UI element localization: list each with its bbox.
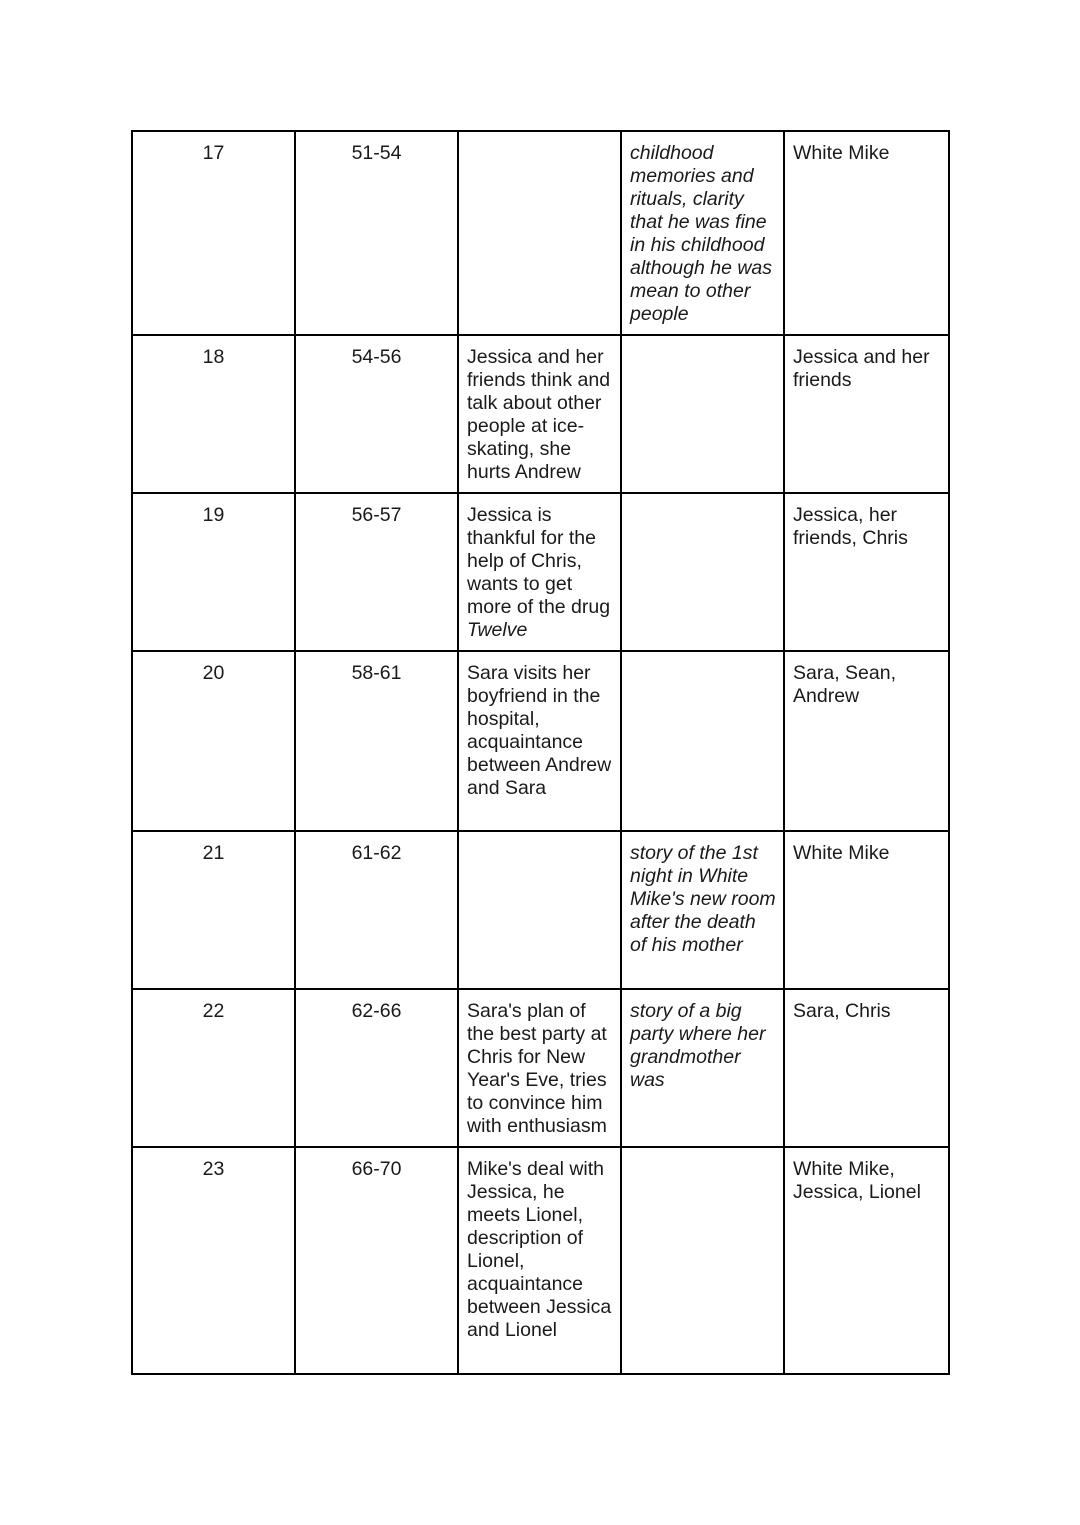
chapter-cell	[132, 1147, 295, 1374]
flashback-cell	[621, 831, 784, 989]
flashback-text: story of the 1st night in White Mike's new room after the death of his mother	[630, 842, 776, 956]
page-range: 54-56	[351, 346, 402, 368]
plot-cell	[458, 493, 621, 651]
plot-cell	[458, 989, 621, 1147]
table-row	[132, 493, 949, 651]
chapter-cell	[132, 651, 295, 831]
characters-text: Jessica, her friends, Chris	[793, 504, 908, 549]
table-row	[132, 651, 949, 831]
plot-cell	[458, 1147, 621, 1374]
characters-cell	[784, 831, 949, 989]
characters-cell	[784, 335, 949, 493]
chapter-number: 23	[202, 1158, 225, 1180]
characters-cell	[784, 989, 949, 1147]
page-range: 56-57	[351, 504, 402, 526]
page-range: 51-54	[351, 142, 402, 164]
flashback-cell	[621, 131, 784, 335]
characters-cell	[784, 651, 949, 831]
characters-text: Sara, Sean, Andrew	[793, 662, 896, 707]
chapter-cell	[132, 131, 295, 335]
flashback-cell	[621, 493, 784, 651]
plot-italic-text: Twelve	[467, 619, 528, 641]
pages-cell	[295, 335, 458, 493]
chapter-number: 18	[202, 346, 225, 368]
chapter-table-body	[132, 131, 949, 1374]
characters-text: White Mike	[793, 842, 890, 864]
plot-text: Jessica is thankful for the help of Chris, wants to get more of the drug	[467, 504, 611, 618]
characters-text: White Mike, Jessica, Lionel	[793, 1158, 921, 1203]
characters-cell	[784, 493, 949, 651]
page-range: 66-70	[351, 1158, 402, 1180]
characters-cell	[784, 131, 949, 335]
table-row	[132, 831, 949, 989]
plot-cell	[458, 831, 621, 989]
page-range: 62-66	[351, 1000, 402, 1022]
chapter-number: 22	[202, 1000, 225, 1022]
pages-cell	[295, 651, 458, 831]
chapter-cell	[132, 989, 295, 1147]
chapter-table	[131, 130, 950, 1375]
table-row	[132, 131, 949, 335]
flashback-cell	[621, 989, 784, 1147]
characters-cell	[784, 1147, 949, 1374]
characters-text: Jessica and her friends	[793, 346, 930, 391]
chapter-cell	[132, 493, 295, 651]
page-range: 58-61	[351, 662, 402, 684]
page-range: 61-62	[351, 842, 402, 864]
plot-text: Sara's plan of the best party at Chris for New Year's Eve, tries to convince him with enthusiasm	[467, 1000, 607, 1137]
pages-cell	[295, 989, 458, 1147]
plot-cell	[458, 131, 621, 335]
chapter-number: 20	[202, 662, 225, 684]
table-row	[132, 1147, 949, 1374]
pages-cell	[295, 831, 458, 989]
chapter-number: 17	[202, 142, 225, 164]
chapter-cell	[132, 831, 295, 989]
characters-text: White Mike	[793, 142, 890, 164]
pages-cell	[295, 493, 458, 651]
pages-cell	[295, 1147, 458, 1374]
flashback-text: childhood memories and rituals, clarity that he was fine in his childhood although he was mean to other people	[630, 142, 773, 325]
plot-text: Jessica and her friends think and talk about other people at ice-skating, she hurts Andrew	[467, 346, 611, 483]
flashback-cell	[621, 651, 784, 831]
plot-cell	[458, 335, 621, 493]
chapter-number: 19	[202, 504, 225, 526]
plot-text: Mike's deal with Jessica, he meets Lionel, description of Lionel, acquaintance between Jessica and Lionel	[467, 1158, 612, 1341]
flashback-text: story of a big party where her grandmother was	[630, 1000, 766, 1091]
plot-cell	[458, 651, 621, 831]
chapter-cell	[132, 335, 295, 493]
table-row	[132, 335, 949, 493]
flashback-cell	[621, 1147, 784, 1374]
flashback-cell	[621, 335, 784, 493]
chapter-number: 21	[202, 842, 225, 864]
pages-cell	[295, 131, 458, 335]
characters-text: Sara, Chris	[793, 1000, 891, 1022]
table-row	[132, 989, 949, 1147]
plot-text: Sara visits her boyfriend in the hospital, acquaintance between Andrew and Sara	[467, 662, 612, 799]
